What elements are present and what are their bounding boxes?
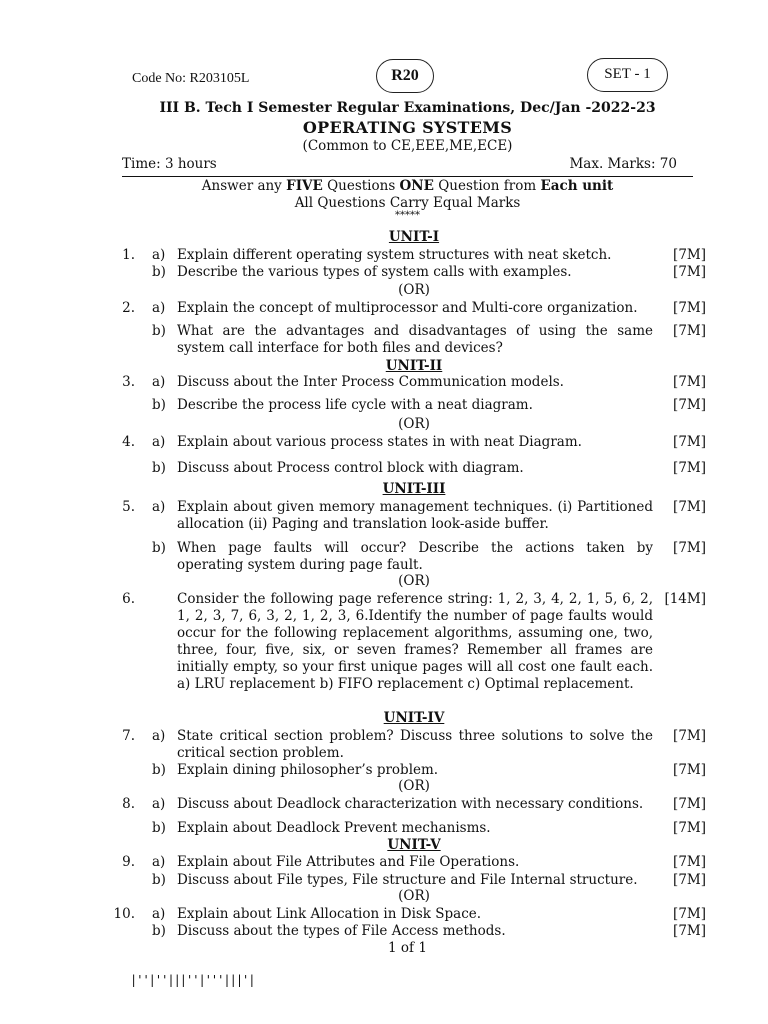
code-number: Code No: R203105L: [132, 71, 250, 86]
question-text: Discuss about the types of File Access methods.: [177, 923, 506, 939]
header-divider: [122, 176, 693, 177]
question-text: State critical section problem? Discuss three solutions to solve the critical section problem.: [177, 728, 653, 761]
question-marks: [7M]: [673, 397, 706, 413]
unit-heading: UNIT-II: [385, 358, 443, 374]
question-text: Explain the concept of multiprocessor and Multi-core organization.: [177, 300, 638, 316]
question-part-label: b): [152, 397, 166, 413]
question-number: 6.: [122, 591, 135, 607]
question-text: Describe the various types of system calls with examples.: [177, 264, 572, 280]
question-number: 3.: [122, 374, 135, 390]
question-part-label: b): [152, 460, 166, 476]
question-marks: [7M]: [673, 872, 706, 888]
question-marks: [7M]: [673, 264, 706, 280]
question-number: 2.: [122, 300, 135, 316]
instruction-text: Answer any: [201, 178, 287, 194]
or-separator: (OR): [398, 416, 430, 432]
question-text: Describe the process life cycle with a neat diagram.: [177, 397, 533, 413]
question-part-label: a): [152, 374, 166, 390]
question-part-label: a): [152, 434, 166, 450]
page-number: 1 of 1: [388, 940, 427, 956]
subject-title: OPERATING SYSTEMS: [302, 118, 513, 137]
question-part-label: b): [152, 264, 166, 280]
question-number: 7.: [122, 728, 135, 744]
question-marks: [7M]: [673, 247, 706, 263]
question-marks: [7M]: [673, 762, 706, 778]
question-marks: [7M]: [673, 728, 706, 744]
question-text: When page faults will occur? Describe the actions taken by operating system during page fault.: [177, 540, 653, 573]
unit-heading: UNIT-III: [382, 481, 446, 497]
question-part-label: a): [152, 854, 166, 870]
instruction-text: Questions: [322, 178, 400, 194]
or-separator: (OR): [398, 282, 430, 298]
question-part-label: b): [152, 762, 166, 778]
common-to-branches: (Common to CE,EEE,ME,ECE): [302, 138, 513, 154]
question-part-label: b): [152, 923, 166, 939]
question-number: 9.: [122, 854, 135, 870]
question-text: What are the advantages and disadvantages of using the same system call interface for both files and devices?: [177, 323, 653, 356]
instruction-line-2: All Questions Carry Equal Marks: [294, 195, 521, 211]
question-marks: [7M]: [673, 434, 706, 450]
unit-heading: UNIT-IV: [383, 710, 445, 726]
or-separator: (OR): [398, 888, 430, 904]
question-marks: [7M]: [673, 540, 706, 556]
question-marks: [7M]: [673, 906, 706, 922]
question-marks: [7M]: [673, 374, 706, 390]
question-part-label: b): [152, 323, 166, 339]
unit-heading: UNIT-V: [387, 837, 441, 853]
question-text: Explain about Link Allocation in Disk Space.: [177, 906, 482, 922]
question-number: 4.: [122, 434, 135, 450]
question-marks: [7M]: [673, 323, 706, 339]
max-marks: Max. Marks: 70: [569, 156, 677, 172]
question-text: Explain about File Attributes and File Operations.: [177, 854, 520, 870]
question-text: Discuss about File types, File structure and File Internal structure.: [177, 872, 638, 888]
instruction-line-1: [122, 178, 693, 195]
question-number: 5.: [122, 499, 135, 515]
exam-duration: Time: 3 hours: [122, 156, 217, 172]
question-marks: [7M]: [673, 499, 706, 515]
instruction-text: Question from: [433, 178, 541, 194]
question-marks: [7M]: [673, 820, 706, 836]
instruction-emphasis: ONE: [399, 178, 434, 194]
question-marks: [7M]: [673, 460, 706, 476]
question-number: 10.: [113, 906, 135, 922]
separator-stars: *****: [395, 210, 420, 221]
question-number: 1.: [122, 247, 135, 263]
question-marks: [7M]: [673, 300, 706, 316]
question-part-label: a): [152, 300, 166, 316]
instruction-emphasis: FIVE: [286, 178, 323, 194]
question-part-label: b): [152, 540, 166, 556]
question-part-label: a): [152, 728, 166, 744]
question-number: 8.: [122, 796, 135, 812]
barcode: |''|''|||''|'''|||'|: [130, 973, 255, 987]
regulation-badge: R20: [376, 59, 434, 93]
question-part-label: a): [152, 906, 166, 922]
question-part-label: b): [152, 872, 166, 888]
question-marks: [7M]: [673, 854, 706, 870]
question-text: Discuss about Deadlock characterization with necessary conditions.: [177, 796, 644, 812]
question-marks: [7M]: [673, 796, 706, 812]
set-badge: SET - 1: [587, 58, 668, 92]
question-marks: [14M]: [664, 591, 706, 607]
question-part-label: a): [152, 796, 166, 812]
question-text: Discuss about the Inter Process Communication models.: [177, 374, 564, 390]
or-separator: (OR): [398, 573, 430, 589]
instruction-emphasis: Each unit: [540, 178, 614, 194]
question-text: Explain different operating system structures with neat sketch.: [177, 247, 612, 263]
or-separator: (OR): [398, 778, 430, 794]
question-text: Explain about various process states in with neat Diagram.: [177, 434, 582, 450]
question-text: Explain dining philosopher’s problem.: [177, 762, 439, 778]
question-text: Discuss about Process control block with diagram.: [177, 460, 524, 476]
unit-heading: UNIT-I: [388, 229, 440, 245]
question-text: Explain about given memory management techniques. (i) Partitioned allocation (ii) Paging and translation look-aside buffer.: [177, 499, 653, 532]
question-part-label: b): [152, 820, 166, 836]
question-part-label: a): [152, 499, 166, 515]
question-text: Consider the following page reference string: 1, 2, 3, 4, 2, 1, 5, 6, 2, 1, 2, 3, 7, 6, 3, 2, 1, 2, 3, 6.Identify the number of page faults would occur for the following replacement algorithms, assuming one, two, three, four, five, six, or seven frames? Remember all frames are initially empty, so your first unique pages will all cost one fault each. a) LRU replacement b) FIFO replacement c) Optimal replacement.: [177, 591, 653, 692]
question-part-label: a): [152, 247, 166, 263]
question-marks: [7M]: [673, 923, 706, 939]
question-text: Explain about Deadlock Prevent mechanisms.: [177, 820, 491, 836]
exam-title: III B. Tech I Semester Regular Examinations, Dec/Jan -2022-23: [159, 100, 656, 116]
